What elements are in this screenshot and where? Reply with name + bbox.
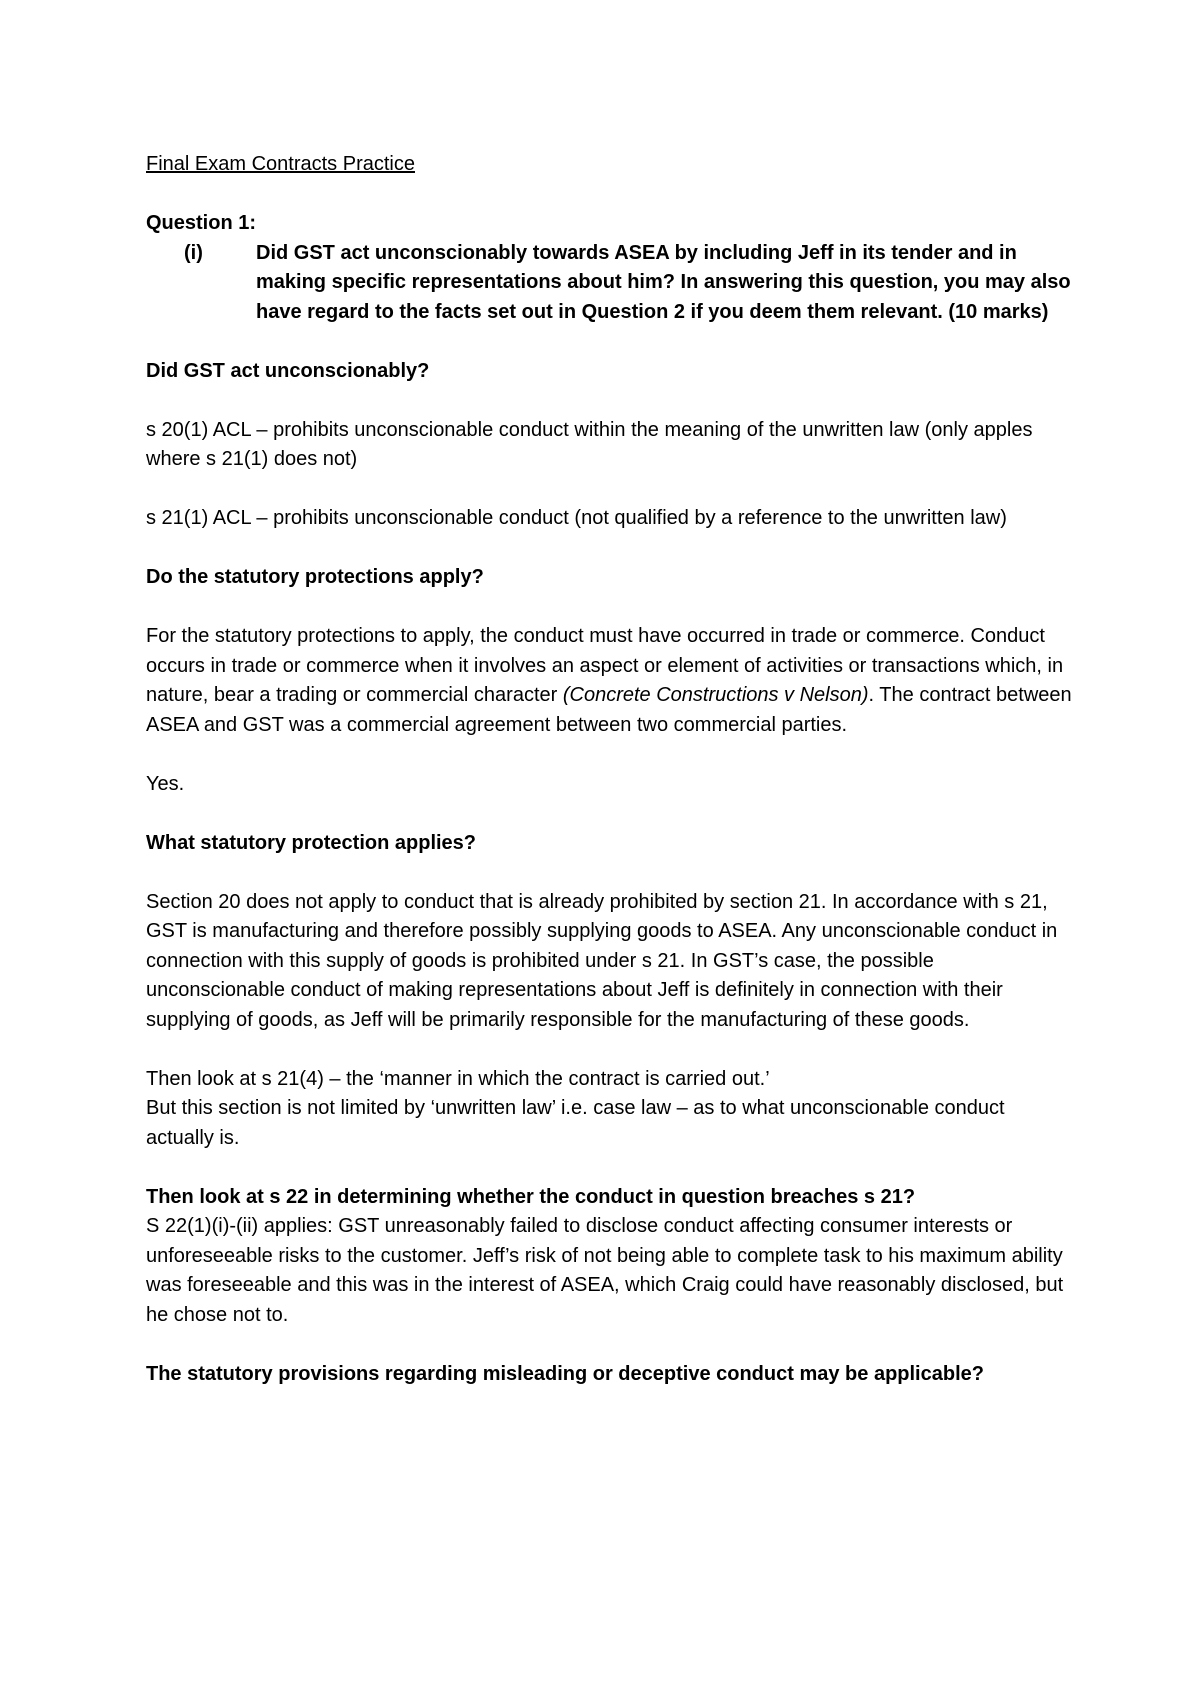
question-item — [146, 239, 1076, 328]
case-citation: (Concrete Constructions v Nelson) — [562, 684, 869, 706]
heading-which-protection: What statutory protection applies? — [146, 831, 477, 854]
trade-text-2: . The contract between ASEA and GST was a commercial agreement between two commercial parties. — [146, 684, 1072, 736]
question-number: (i) — [184, 241, 203, 264]
answer-yes: Yes. — [146, 772, 185, 795]
question-heading: Question 1: — [146, 212, 257, 234]
paragraph-s21-4-a: Then look at s 21(4) – the ‘manner in which the contract is carried out.’ — [146, 1067, 770, 1090]
paragraph-s22: S 22(1)(i)-(ii) applies: GST unreasonably failed to disclose conduct affecting consumer interests or unforeseeable risks to the customer. Jeff’s risk of not being able to complete task to his maximum ability was foreseeable and this was in the interest of ASEA, which Craig could have reasonably disclosed, but he chose not to. — [146, 1215, 1064, 1326]
document-title: Final Exam Contracts Practice — [146, 153, 415, 175]
document-page — [146, 150, 1076, 1419]
paragraph-s20: s 20(1) ACL – prohibits unconscionable conduct within the meaning of the unwritten law (only apples where s 21(1) does not) — [146, 418, 1033, 470]
paragraph-section20: Section 20 does not apply to conduct that is already prohibited by section 21. In accordance with s 21, GST is manufacturing and therefore possibly supplying goods to ASEA. Any unconscionable conduct in connection with this supply of goods is prohibited under s 21. In GST’s case, the possible unconscionable conduct of making representations about Jeff is definitely in connection with their supplying of goods, as Jeff will be primarily responsible for the manufacturing of these goods. — [146, 890, 1058, 1031]
trade-text-1: For the statutory protections to apply, the conduct must have occurred in trade or commerce. Conduct occurs in trade or commerce when it involves an aspect or element of activities or transactions which, in nature, bear a trading or commercial character — [146, 625, 1064, 706]
heading-unconscionable: Did GST act unconscionably? — [146, 359, 430, 382]
heading-statutory-protections: Do the statutory protections apply? — [146, 566, 484, 588]
paragraph-s21: s 21(1) ACL – prohibits unconscionable conduct (not qualified by a reference to the unwritten law) — [146, 507, 1007, 529]
heading-s22: Then look at s 22 in determining whether the conduct in question breaches s 21? — [146, 1185, 916, 1208]
heading-misleading-conduct: The statutory provisions regarding misleading or deceptive conduct may be applicable? — [146, 1362, 984, 1385]
paragraph-trade-commerce — [146, 622, 1076, 740]
question-text: Did GST act unconscionably towards ASEA by including Jeff in its tender and in making specific representations about him? In answering this question, you may also have regard to the facts set out in Question 2 if you deem them relevant. (10 marks) — [256, 241, 1071, 323]
paragraph-s21-4-b: But this section is not limited by ‘unwritten law’ i.e. case law – as to what unconscionable conduct actually is. — [146, 1097, 1005, 1149]
